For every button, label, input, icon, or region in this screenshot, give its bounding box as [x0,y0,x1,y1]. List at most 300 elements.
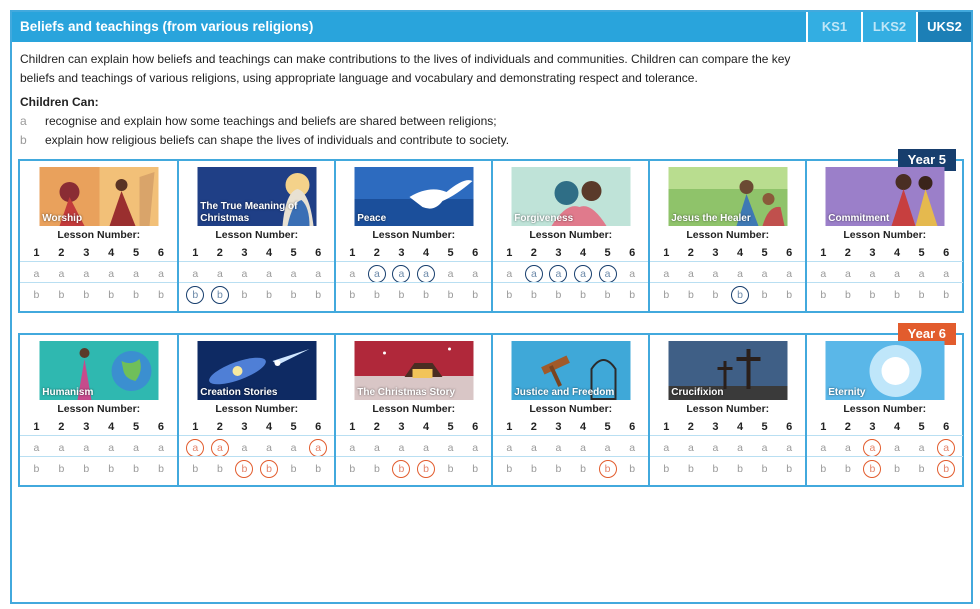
objective-a: a [315,268,322,280]
topic-title: The Christmas Story [357,387,456,398]
objective-a-covered: a [309,439,327,457]
objective-b: b [943,289,950,301]
objective-row-a [179,439,335,457]
objective-b: b [315,463,322,475]
objective-a: a [629,442,636,454]
lesson-number: 4 [108,421,115,433]
objective-a: a [58,442,65,454]
row-divider [493,282,649,283]
lesson-number: 6 [943,247,950,259]
objective-row-b [179,460,335,478]
objective-b: b [108,289,115,301]
objective-b: b [216,463,223,475]
lesson-numbers [20,421,178,433]
objective-a-covered: a [417,265,435,283]
lesson-number: 1 [349,247,356,259]
children-can-item-b [20,133,509,147]
objective-row-a [807,265,963,283]
lesson-number: 1 [33,421,40,433]
lesson-number: 3 [555,247,562,259]
lesson-number: 3 [712,421,719,433]
objective-row-b [807,286,963,304]
objective-b: b [83,289,90,301]
topic-title: Crucifixion [671,387,724,398]
lesson-number: 4 [893,421,901,433]
topic-card [20,161,178,311]
objective-row-a [807,439,963,457]
objective-a: a [786,268,793,280]
topic-image [511,167,630,226]
lesson-numbers [493,421,649,433]
objective-a: a [83,442,90,454]
objective-row-b [336,460,492,478]
objective-b: b [712,463,719,475]
tab-lks2[interactable]: LKS2 [861,12,916,42]
topic-title: Humanism [42,387,94,398]
topic-card [491,161,649,311]
lesson-number: 1 [33,247,40,259]
objective-b: b [712,289,719,301]
topic-card [648,335,806,485]
objective-row-b [20,286,178,304]
lesson-number: 1 [506,421,513,433]
objective-row-b [493,286,649,304]
topic-image [668,167,787,226]
lesson-number: 5 [133,421,140,433]
objective-b: b [58,289,65,301]
item-letter: b [20,133,27,147]
topic-image [511,341,630,400]
lesson-number: 1 [506,247,513,259]
objective-a: a [663,268,670,280]
objective-a: a [33,442,40,454]
lesson-number: 2 [373,421,380,433]
objective-a: a [447,268,454,280]
topic-title: Peace [357,213,387,224]
objective-row-b [20,460,178,478]
lesson-number: 4 [265,247,273,259]
objective-a: a [349,442,356,454]
objective-b: b [918,463,925,475]
objective-a: a [580,442,586,454]
lesson-number-label: Lesson Number: [529,403,613,415]
lesson-number: 5 [604,247,611,259]
objective-a: a [629,268,636,280]
objective-a: a [820,442,827,454]
lesson-number: 2 [530,247,537,259]
year-5-row [18,152,964,313]
lesson-number-label: Lesson Number: [843,403,927,415]
panel-title: Beliefs and teachings (from various religions) [20,19,314,34]
objective-b: b [83,463,90,475]
objective-a-covered: a [937,439,955,457]
lesson-number: 3 [83,421,90,433]
objective-a: a [943,268,950,280]
objective-b: b [820,463,827,475]
lesson-number-label: Lesson Number: [843,229,927,241]
row-divider [807,435,963,436]
lesson-number: 1 [820,247,827,259]
objective-b: b [786,463,793,475]
objective-a: a [918,442,925,454]
topic-image [354,167,473,226]
lesson-numbers [179,421,335,433]
objective-a: a [761,268,768,280]
lesson-number: 6 [157,247,165,259]
lesson-number: 5 [447,421,454,433]
row-divider [179,282,335,283]
lesson-numbers [20,247,178,259]
row-divider [336,456,492,457]
lesson-number: 6 [472,421,479,433]
lesson-number: 4 [893,247,901,259]
lesson-number: 6 [786,247,793,259]
objective-a: a [241,442,248,454]
lesson-number: 2 [530,421,537,433]
topic-card [334,335,492,485]
row-divider [650,282,806,283]
objective-a: a [133,268,139,280]
lesson-number: 6 [786,421,793,433]
lesson-number-label: Lesson Number: [372,403,456,415]
objective-a: a [472,442,479,454]
objective-row-b [650,460,806,478]
objective-a: a [108,268,115,280]
lesson-number-label: Lesson Number: [215,229,299,241]
objective-b: b [266,289,272,301]
lesson-number: 2 [687,247,694,259]
topic-card [334,161,492,311]
lesson-number: 5 [290,421,297,433]
objective-row-b [807,460,963,478]
lesson-number: 6 [629,421,636,433]
objective-b: b [108,463,115,475]
objective-a-covered: a [211,439,229,457]
objective-a: a [290,442,297,454]
objective-a: a [349,268,356,280]
objective-a: a [192,268,199,280]
objective-b: b [555,289,562,301]
lesson-number-label: Lesson Number: [372,229,456,241]
lesson-number: 2 [58,247,65,259]
row-divider [650,435,806,436]
objective-row-a [493,439,649,457]
item-text: explain how religious beliefs can shape the lives of individuals and contribute to society. [45,133,510,147]
objective-a: a [687,442,694,454]
topic-card [177,335,335,485]
objective-a: a [398,442,405,454]
row-divider [807,282,963,283]
objective-b: b [349,463,356,475]
row-divider [807,261,963,262]
lesson-number: 3 [712,247,719,259]
objective-a: a [266,268,272,280]
year-5-badge: Year 5 [898,149,956,171]
lesson-numbers [336,247,492,259]
objective-a: a [216,268,223,280]
lesson-numbers [807,421,963,433]
objective-b: b [373,289,380,301]
lesson-number-label: Lesson Number: [529,229,613,241]
lesson-number: 1 [192,247,199,259]
objective-b: b [447,289,454,301]
objective-a-covered: a [186,439,204,457]
row-divider [336,282,492,283]
children-can-item-a [20,114,497,128]
objective-b: b [158,463,164,475]
objective-b: b [241,289,248,301]
objective-b: b [158,289,164,301]
objective-b-covered: b [186,286,204,304]
objective-a: a [555,442,562,454]
objective-b: b [687,289,694,301]
row-divider [20,261,178,262]
objective-b: b [580,463,586,475]
objective-a: a [33,268,40,280]
objective-b: b [447,463,454,475]
objective-row-a [493,265,649,283]
tab-uks2[interactable]: UKS2 [916,12,971,42]
lesson-number: 4 [422,421,430,433]
objective-a: a [241,268,248,280]
objective-row-b [336,286,492,304]
lesson-number: 4 [736,421,744,433]
lesson-number: 1 [820,421,827,433]
lesson-number: 3 [398,421,405,433]
lesson-number: 4 [265,421,273,433]
topic-title: Worship [42,213,83,224]
row-divider [493,456,649,457]
objective-b: b [423,289,429,301]
objective-b: b [894,289,900,301]
objective-a-covered: a [599,265,617,283]
objective-a-covered: a [549,265,567,283]
lesson-number: 6 [315,421,322,433]
objective-b-covered: b [211,286,229,304]
objective-b: b [373,463,380,475]
objective-a: a [712,442,719,454]
objective-b: b [761,463,768,475]
lesson-number: 3 [869,247,876,259]
row-divider [650,456,806,457]
lesson-number: 3 [555,421,562,433]
objective-b: b [629,463,636,475]
curriculum-panel [10,10,973,604]
objective-b-covered: b [417,460,435,478]
objective-a-covered: a [368,265,386,283]
objective-a: a [918,268,925,280]
lesson-number: 1 [349,421,356,433]
objective-a: a [423,442,429,454]
topic-image [197,341,316,400]
objective-a: a [820,268,827,280]
item-text: recognise and explain how some teachings and beliefs are shared between religions; [45,114,497,128]
objective-row-a [20,439,178,457]
objective-b-covered: b [731,286,749,304]
lesson-number: 3 [241,247,248,259]
topic-title: Eternity [828,387,866,398]
objective-b-covered: b [260,460,278,478]
lesson-numbers [493,247,649,259]
year-6-badge: Year 6 [898,323,956,345]
lesson-numbers [179,247,335,259]
topic-image [39,167,158,226]
objective-a: a [737,268,743,280]
topic-card [805,335,963,485]
objective-b: b [315,289,322,301]
objective-row-a [20,265,178,283]
topic-title: Creation Stories [200,387,278,398]
lesson-number: 3 [398,247,405,259]
lesson-number-label: Lesson Number: [57,229,141,241]
objective-a-covered: a [574,265,592,283]
topic-image [825,167,944,226]
row-divider [179,456,335,457]
objective-b: b [33,463,40,475]
objective-b: b [663,289,670,301]
row-divider [493,261,649,262]
lesson-number-label: Lesson Number: [57,403,141,415]
objective-b: b [687,463,694,475]
objective-b: b [58,463,65,475]
objective-b: b [604,289,611,301]
topic-card [805,161,963,311]
objective-a: a [894,442,900,454]
lesson-number: 1 [192,421,199,433]
objective-b-covered: b [937,460,955,478]
lesson-numbers [650,421,806,433]
topic-image [39,341,158,400]
lesson-numbers [336,421,492,433]
objective-b: b [472,289,479,301]
lesson-number: 6 [472,247,479,259]
lesson-number: 4 [422,247,430,259]
objective-b: b [844,289,851,301]
lesson-number: 2 [844,247,851,259]
objective-b: b [192,463,199,475]
row-divider [179,261,335,262]
lesson-number: 1 [663,247,670,259]
objective-b: b [894,463,900,475]
row-divider [20,282,178,283]
objective-b: b [580,289,586,301]
topic-title: Forgiveness [514,213,574,224]
objective-a: a [663,442,670,454]
objective-b: b [506,289,513,301]
objective-row-a [336,439,492,457]
lesson-numbers [807,247,963,259]
objective-a: a [530,442,537,454]
objective-b: b [506,463,513,475]
objective-b: b [629,289,636,301]
lesson-number: 6 [943,421,950,433]
objective-row-a [336,265,492,283]
objective-b: b [398,289,405,301]
objective-row-a [179,265,335,283]
topic-title: The True Meaning of Christmas [200,201,298,224]
objective-a: a [472,268,479,280]
topic-image [354,341,473,400]
objective-a-covered: a [525,265,543,283]
objective-a: a [786,442,793,454]
objective-b: b [290,289,297,301]
lesson-number: 5 [761,421,768,433]
lesson-number: 5 [918,247,925,259]
objective-b: b [869,289,876,301]
objective-b: b [472,463,479,475]
objective-a: a [894,268,900,280]
objective-row-b [179,286,335,304]
topic-image [197,167,316,226]
objective-a: a [712,268,719,280]
lesson-number: 6 [315,247,322,259]
objective-b: b [133,463,139,475]
lesson-number: 4 [736,247,744,259]
row-divider [20,435,178,436]
lesson-number: 4 [579,247,587,259]
lesson-number: 3 [241,421,248,433]
topic-title: Commitment [828,213,890,224]
objective-a: a [869,268,876,280]
lesson-number: 5 [133,247,140,259]
objective-row-a [650,439,806,457]
row-divider [807,456,963,457]
objective-a: a [447,442,454,454]
lesson-number-label: Lesson Number: [215,403,299,415]
objective-b: b [530,463,537,475]
lesson-number: 2 [373,247,380,259]
lesson-number: 2 [216,247,223,259]
children-can-heading: Children Can: [20,95,99,109]
topic-card [648,161,806,311]
objective-a: a [158,268,164,280]
objective-b: b [349,289,356,301]
objective-a-covered: a [392,265,410,283]
objective-b: b [555,463,562,475]
objective-a: a [506,268,513,280]
objective-a: a [844,442,851,454]
objective-b: b [663,463,670,475]
topic-image [825,341,944,400]
lesson-number: 4 [108,247,115,259]
lesson-number: 5 [447,247,454,259]
objective-row-a [650,265,806,283]
objective-b-covered: b [235,460,253,478]
lesson-number: 3 [869,421,876,433]
item-letter: a [20,114,27,128]
objective-a: a [83,268,90,280]
objective-a: a [604,442,611,454]
topic-card [20,335,178,485]
objective-a: a [761,442,768,454]
lesson-numbers [650,247,806,259]
row-divider [336,435,492,436]
objective-row-b [493,460,649,478]
lesson-number: 5 [761,247,768,259]
topic-title: Jesus the Healer [671,213,751,224]
lesson-number: 6 [629,247,636,259]
objective-a: a [373,442,380,454]
lesson-number: 2 [844,421,851,433]
objective-a: a [158,442,164,454]
objective-b: b [737,463,743,475]
objective-b-covered: b [599,460,617,478]
topic-image [668,341,787,400]
objective-a: a [290,268,297,280]
row-divider [179,435,335,436]
tab-ks1[interactable]: KS1 [806,12,861,42]
objective-a: a [133,442,139,454]
